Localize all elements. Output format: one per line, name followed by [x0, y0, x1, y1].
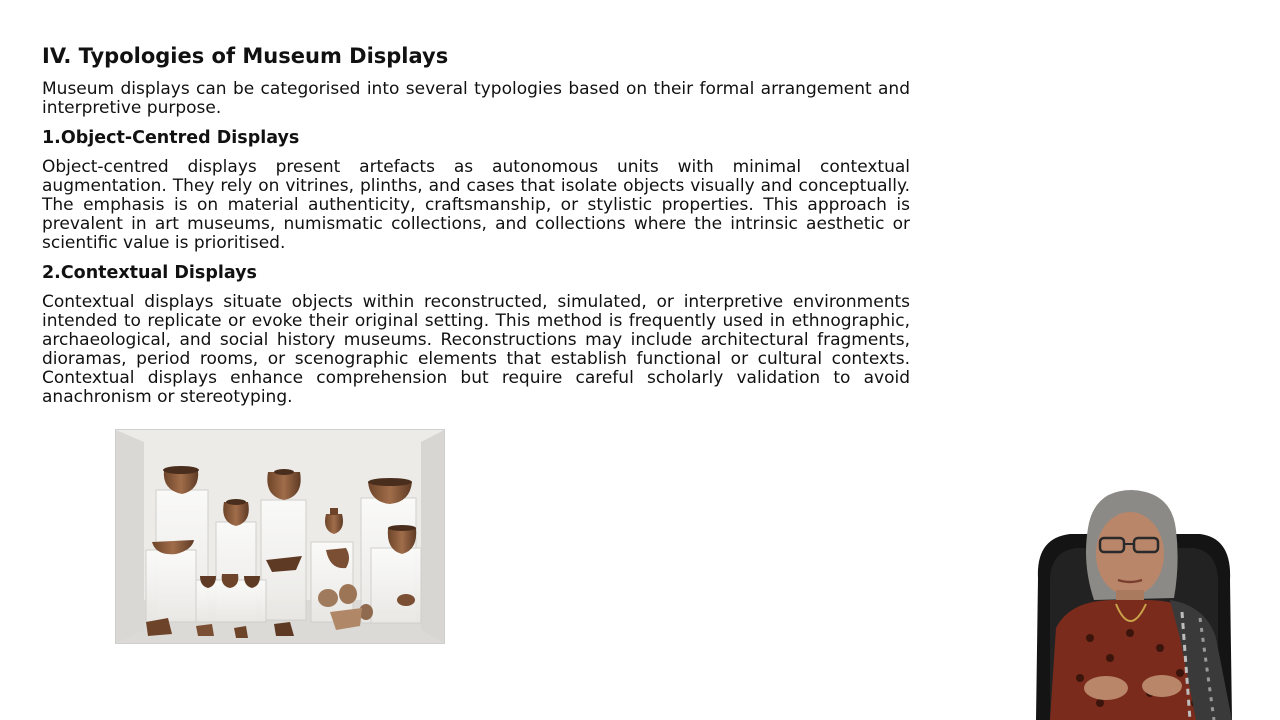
section-body-object-centred: Object-centred displays present artefacts as autonomous units with minimal contextual augmentation. They rely on vitrines, plinths, and cases that isolate objects visually and conceptually. The emphasis is on material authenticity, craftsmanship, or stylistic properties. This approach is prevalent in art museums, numismatic collections, and collections where the intrinsic aesthetic or scientific value is prioritised. — [42, 157, 910, 253]
intro-paragraph: Museum displays can be categorised into several typologies based on their formal arrangement and interpretive purpose. — [42, 79, 910, 118]
museum-vitrine-photo-icon — [116, 430, 444, 643]
presenter-video — [1010, 488, 1260, 720]
slide-title: IV. Typologies of Museum Displays — [42, 44, 449, 68]
section-heading-contextual: 2.Contextual Displays — [42, 263, 257, 283]
section-heading-object-centred: 1.Object-Centred Displays — [42, 128, 300, 148]
section-body-contextual: Contextual displays situate objects within reconstructed, simulated, or interpretive environments intended to replicate or evoke their original setting. This method is frequently used in ethnographic, archaeological, and social history museums. Reconstructions may include architectural fragments, dioramas, period rooms, or scenographic elements that establish functional or cultural contexts. Contextual displays enhance comprehension but require careful scholarly validation to avoid anachronism or stereotyping. — [42, 292, 910, 407]
presenter-video-icon — [1010, 488, 1260, 720]
museum-vitrine-photo — [115, 429, 445, 644]
slide-content — [42, 42, 910, 407]
